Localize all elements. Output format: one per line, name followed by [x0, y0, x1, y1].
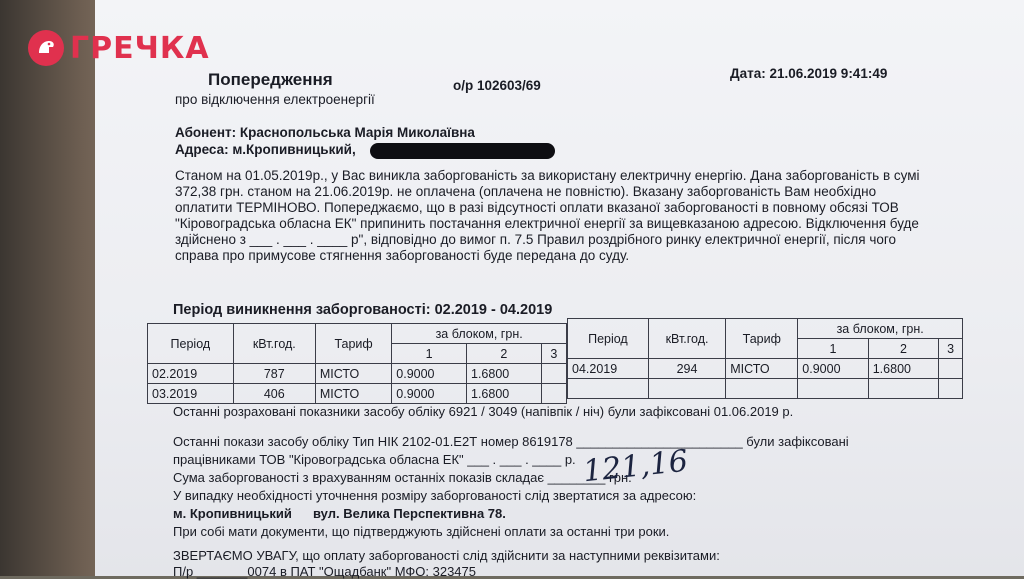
debt-sum: Сума заборгованості з врахуванням останніх показів складає ________ грн. — [173, 470, 632, 485]
col-block-1: 1 — [798, 339, 868, 359]
street: вул. Велика Перспективна 78. — [313, 506, 506, 521]
cell-kwh: 294 — [648, 359, 725, 379]
period-title: Період виникнення заборгованості: 02.2019 - 04.2019 — [173, 302, 553, 318]
table-row — [148, 364, 567, 384]
last-readings-1: Останні покази засобу обліку Тип НІК 2102-01.Е2Т номер 8619178 _______________________ були зафіксовані — [173, 434, 849, 449]
cell-tariff: МІСТО — [315, 364, 391, 384]
table-row — [148, 384, 567, 404]
table-row — [568, 379, 963, 399]
cell-b1 — [798, 379, 868, 399]
address-redaction — [370, 143, 555, 159]
cell-b2: 1.6800 — [467, 364, 542, 384]
city: м. Кропивницький — [173, 506, 292, 521]
col-block-2: 2 — [868, 339, 938, 359]
cell-kwh: 406 — [233, 384, 315, 404]
cell-b1: 0.9000 — [392, 364, 467, 384]
cell-tariff — [726, 379, 798, 399]
doc-date: Дата: 21.06.2019 9:41:49 — [730, 66, 888, 81]
notice-line-2: 372,38 грн. станом на 21.06.2019р. не оплачена (оплачена не повністю). Вказану заборгованість Вам необхідно — [175, 184, 877, 199]
col-period: Період — [568, 319, 649, 359]
notice-line-6: справа про примусове стягнення заборгованості буде передана до суду. — [175, 248, 630, 263]
notice-line-4: "Кіровоградська обласна ЕК" припинить постачання електричної енергії за вищевказаною адресою. Відключення буде — [175, 216, 919, 231]
col-block-3: 3 — [541, 344, 566, 364]
col-block-1: 1 — [392, 344, 467, 364]
cell-b3 — [939, 359, 963, 379]
doc-title: Попередження — [208, 70, 333, 89]
clarify: У випадку необхідності уточнення розміру заборгованості слід звертатися за адресою: — [173, 488, 697, 503]
col-block-3: 3 — [939, 339, 963, 359]
logo-text: ГРЕЧКА — [70, 30, 210, 66]
cell-b2: 1.6800 — [467, 384, 542, 404]
table-row — [568, 359, 963, 379]
cell-b2: 1.6800 — [868, 359, 938, 379]
cell-period — [568, 379, 649, 399]
col-tariff: Тариф — [315, 324, 391, 364]
cell-tariff: МІСТО — [315, 384, 391, 404]
doc-number: о/р 102603/69 — [453, 78, 541, 93]
doc-subtitle: про відключення електроенергії — [175, 92, 375, 107]
period-table-right — [567, 318, 963, 399]
cell-kwh — [648, 379, 725, 399]
col-period: Період — [148, 324, 234, 364]
cell-b2 — [868, 379, 938, 399]
col-tariff: Тариф — [726, 319, 798, 359]
cell-period: 04.2019 — [568, 359, 649, 379]
address: Адреса: м.Кропивницький, — [175, 142, 356, 157]
attention: ЗВЕРТАЄМО УВАГУ, що оплату заборгованості слід здійснити за наступними реквізитами: — [173, 548, 720, 563]
cell-tariff: МІСТО — [726, 359, 798, 379]
docs-note: При собі мати документи, що підтверджують здійснені оплати за останні три роки. — [173, 524, 670, 539]
col-blocks: за блоком, грн. — [798, 319, 963, 339]
col-block-2: 2 — [467, 344, 542, 364]
cell-b3 — [541, 384, 566, 404]
logo — [28, 30, 210, 66]
notice-line-5: здійснено з ___ . ___ . ____ р", відповідно до вимог п. 7.5 Правил роздрібного ринку електричної енергії, після чого — [175, 232, 896, 247]
cell-b3 — [541, 364, 566, 384]
col-kwh: кВт.год. — [648, 319, 725, 359]
handwritten-sum: 121,16 — [581, 443, 690, 490]
col-kwh: кВт.год. — [233, 324, 315, 364]
document-sheet — [95, 0, 1024, 579]
cell-b1: 0.9000 — [798, 359, 868, 379]
cell-period: 02.2019 — [148, 364, 234, 384]
cell-kwh: 787 — [233, 364, 315, 384]
cell-period: 03.2019 — [148, 384, 234, 404]
notice-line-3: оплатити ТЕРМІНОВО. Попереджаємо, що в разі відсутності оплати вказаної заборгованості в повному обсязі ТОВ — [175, 200, 899, 215]
subscriber: Абонент: Краснопольська Марія Миколаївна — [175, 125, 475, 140]
col-blocks: за блоком, грн. — [392, 324, 567, 344]
cell-b3 — [939, 379, 963, 399]
bank-details: П/р _______0074 в ПАТ "Ощадбанк" МФО: 323475 — [173, 564, 476, 579]
period-table-left — [147, 323, 567, 404]
notice-line-1: Станом на 01.05.2019р., у Вас виникла заборгованість за використану електричну енергію. Дана заборгованість в сумі — [175, 168, 920, 183]
logo-icon — [28, 30, 64, 66]
last-readings-2: працівниками ТОВ "Кіровоградська обласна ЕК" ___ . ___ . ____ р. — [173, 452, 576, 467]
cell-b1: 0.9000 — [392, 384, 467, 404]
last-calculated: Останні розраховані показники засобу обліку 6921 / 3049 (напівпік / ніч) були зафіксовані 01.06.2019 р. — [173, 404, 794, 419]
